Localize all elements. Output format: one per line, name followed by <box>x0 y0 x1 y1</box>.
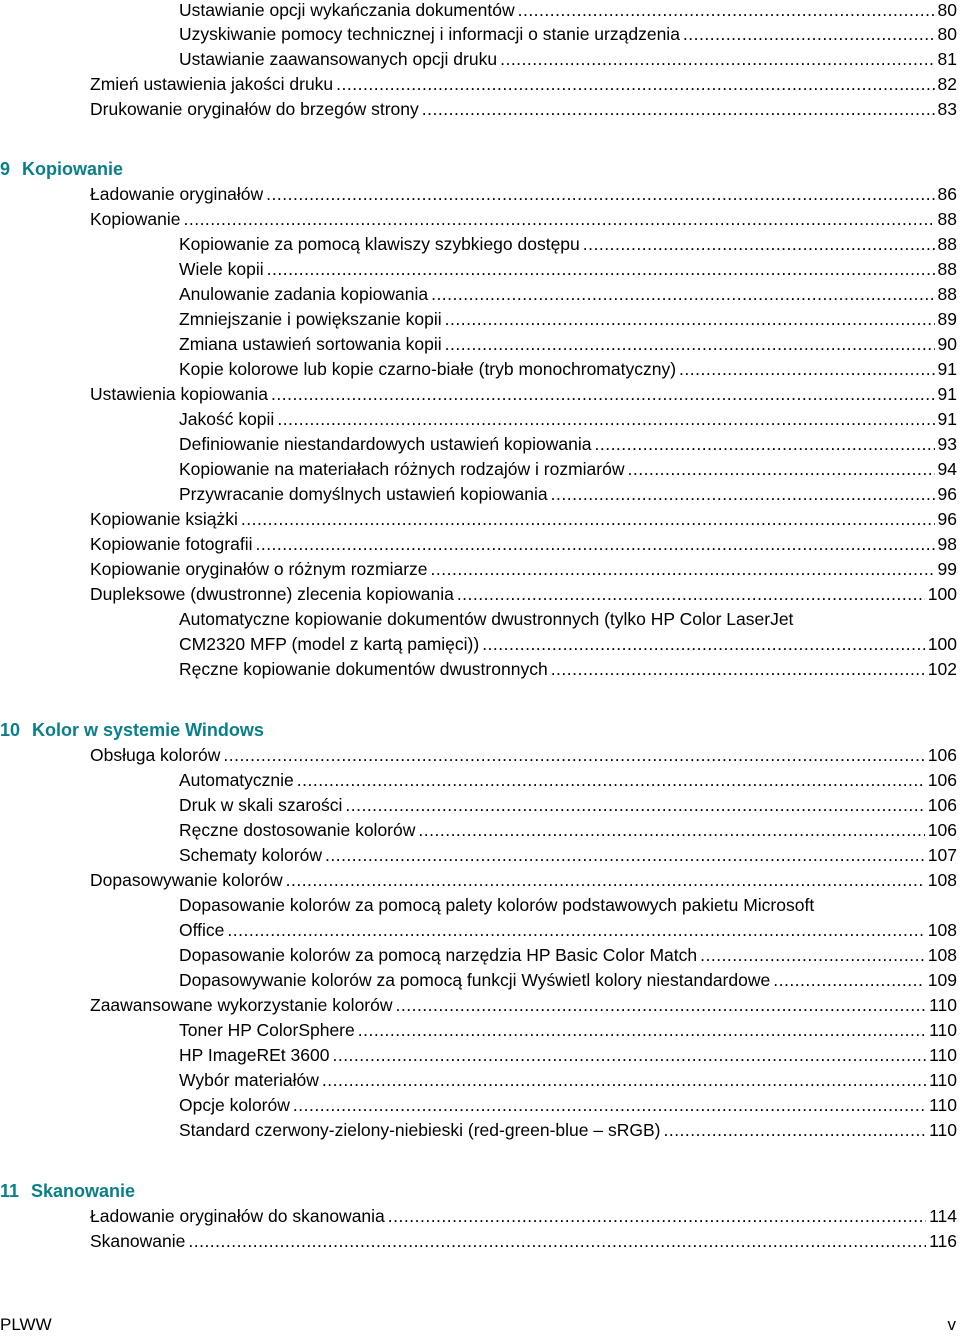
toc-leader-dots <box>700 943 925 968</box>
toc-entry[interactable] <box>90 582 957 607</box>
toc-leader-dots <box>345 793 924 818</box>
footer-page-number: v <box>947 1315 956 1334</box>
toc-leader-dots <box>773 968 925 993</box>
toc-entry-title: Uzyskiwanie pomocy technicznej i informacji o stanie urządzenia <box>179 24 680 44</box>
toc-entry-page: 106 <box>927 745 957 765</box>
toc-leader-dots <box>388 1204 926 1229</box>
toc-entry-title: Anulowanie zadania kopiowania <box>179 284 429 304</box>
toc-entry[interactable] <box>179 1093 957 1118</box>
toc-entry-title: Kopiowanie na materiałach różnych rodzajów i rozmiarów <box>179 459 625 479</box>
toc-leader-dots <box>418 818 924 843</box>
toc-entry-title: Drukowanie oryginałów do brzegów strony <box>90 99 419 119</box>
toc-entry-title: Automatycznie <box>179 770 294 790</box>
toc-entry[interactable] <box>179 1043 957 1068</box>
toc-entry-title: Obsługa kolorów <box>90 745 221 765</box>
toc-entry-title: Ładowanie oryginałów do skanowania <box>90 1206 385 1226</box>
toc-entry-page: 88 <box>937 209 957 229</box>
toc-entry-page: 109 <box>927 970 957 990</box>
toc-entry-title: Dopasowywanie kolorów za pomocą funkcji Wyświetl kolory niestandardowe <box>179 970 771 990</box>
toc-entry[interactable] <box>90 993 957 1018</box>
toc-entry-page: 86 <box>937 184 957 204</box>
toc-entry[interactable] <box>179 432 957 457</box>
toc-leader-dots <box>500 47 934 72</box>
toc-leader-dots <box>358 1018 926 1043</box>
toc-entry-page: 106 <box>927 820 957 840</box>
toc-entry[interactable] <box>179 818 957 843</box>
toc-entry[interactable] <box>179 457 957 482</box>
toc-entry[interactable] <box>90 207 957 232</box>
chapter-title: Skanowanie <box>31 1181 136 1201</box>
toc-leader-dots <box>431 557 935 582</box>
toc-leader-dots <box>266 182 934 207</box>
toc-entry-page: 116 <box>929 1231 957 1251</box>
toc-entry-page: 91 <box>937 359 957 379</box>
toc-leader-dots <box>518 0 935 23</box>
toc-entry-page: 93 <box>937 434 957 454</box>
toc-entry-page: 100 <box>927 584 957 604</box>
toc-entry[interactable] <box>179 793 957 818</box>
footer-label: PLWW <box>0 1315 52 1334</box>
toc-leader-dots <box>627 457 934 482</box>
toc-leader-dots <box>551 482 935 507</box>
toc-entry-title: Ręczne kopiowanie dokumentów dwustronnych <box>179 659 548 679</box>
toc-entry-page: 80 <box>937 24 957 44</box>
toc-entry-page: 88 <box>937 234 957 254</box>
toc-entry-title: Zmień ustawienia jakości druku <box>90 74 334 94</box>
toc-entry[interactable] <box>179 332 957 357</box>
toc-leader-dots <box>277 407 934 432</box>
toc-entry-page: 96 <box>937 509 957 529</box>
toc-entry[interactable] <box>179 1018 957 1043</box>
toc-entry-page: 107 <box>927 845 957 865</box>
toc-entry-page: 110 <box>929 995 957 1015</box>
toc-entry[interactable] <box>179 47 957 72</box>
toc-leader-dots <box>336 72 934 97</box>
toc-entry-title: Wiele kopii <box>179 259 264 279</box>
chapter-number: 9 <box>0 159 11 179</box>
toc-leader-dots <box>482 632 925 657</box>
toc-entry[interactable] <box>90 182 957 207</box>
chapter-title: Kopiowanie <box>22 159 124 179</box>
toc-entry[interactable] <box>90 868 957 893</box>
toc-entry-page: 90 <box>937 334 957 354</box>
chapter-heading[interactable] <box>0 157 123 182</box>
toc-entry-title: Ustawianie opcji wykańczania dokumentów <box>179 0 515 20</box>
toc-entry-page: 110 <box>929 1020 957 1040</box>
toc-entry[interactable] <box>90 743 957 768</box>
chapter-number: 10 <box>0 720 21 740</box>
toc-leader-dots <box>445 332 935 357</box>
toc-entry-page: 108 <box>927 945 957 965</box>
toc-entry-title: Kopiowanie oryginałów o różnym rozmiarze <box>90 559 428 579</box>
toc-leader-dots <box>183 207 934 232</box>
toc-entry-page: 98 <box>937 534 957 554</box>
toc-leader-dots <box>286 868 925 893</box>
toc-leader-dots <box>241 507 935 532</box>
toc-entry-page: 110 <box>929 1120 957 1140</box>
toc-entry-title: Kopie kolorowe lub kopie czarno-białe (tryb monochromatyczny) <box>179 359 677 379</box>
toc-leader-dots <box>325 843 925 868</box>
toc-entry-page: 94 <box>937 459 957 479</box>
toc-entry-title: Druk w skali szarości <box>179 795 343 815</box>
toc-leader-dots <box>255 532 934 557</box>
toc-entry-title: Jakość kopii <box>179 409 275 429</box>
toc-entry[interactable] <box>179 232 957 257</box>
toc-entry-title: Kopiowanie książki <box>90 509 238 529</box>
toc-entry-title: Wybór materiałów <box>179 1070 319 1090</box>
toc-entry-page: 91 <box>937 409 957 429</box>
toc-leader-dots <box>188 1229 926 1254</box>
toc-leader-dots <box>223 743 924 768</box>
toc-entry-page: 114 <box>929 1206 957 1226</box>
toc-entry-title: Kopiowanie za pomocą klawiszy szybkiego dostępu <box>179 234 580 254</box>
toc-entry-page: 110 <box>929 1045 957 1065</box>
toc-entry-title: Ustawienia kopiowania <box>90 384 269 404</box>
toc-entry-page: 88 <box>937 284 957 304</box>
toc-entry-title: Schematy kolorów <box>179 845 322 865</box>
toc-entry-page: 108 <box>927 920 957 940</box>
toc-entry[interactable] <box>179 307 957 332</box>
toc-entry-title: Toner HP ColorSphere <box>179 1020 355 1040</box>
toc-entry-title: Standard czerwony-zielony-niebieski (red-green-blue – sRGB) <box>179 1120 661 1140</box>
toc-entry-title: Kopiowanie <box>90 209 181 229</box>
toc-leader-dots <box>297 768 925 793</box>
toc-entry-title: Zmiana ustawień sortowania kopii <box>179 334 442 354</box>
toc-entry[interactable] <box>179 918 957 943</box>
toc-entry[interactable] <box>179 843 957 868</box>
toc-entry-title: Przywracanie domyślnych ustawień kopiowania <box>179 484 548 504</box>
toc-leader-dots <box>679 357 934 382</box>
toc-entry-page: 89 <box>937 309 957 329</box>
toc-leader-dots <box>683 22 935 47</box>
toc-entry-title: Definiowanie niestandardowych ustawień kopiowania <box>179 434 592 454</box>
toc-entry-title: CM2320 MFP (model z kartą pamięci)) <box>179 634 480 654</box>
toc-entry-page: 108 <box>927 870 957 890</box>
toc-entry[interactable] <box>179 0 957 23</box>
toc-entry-page: 96 <box>937 484 957 504</box>
toc-entry-title: Dopasowywanie kolorów <box>90 870 283 890</box>
toc-entry-page: 102 <box>927 659 957 679</box>
toc-leader-dots <box>422 97 935 122</box>
toc-leader-dots <box>663 1118 926 1143</box>
toc-leader-dots <box>445 307 935 332</box>
toc-entry-title: Ustawianie zaawansowanych opcji druku <box>179 49 498 69</box>
toc-entry-page: 99 <box>937 559 957 579</box>
toc-entry-wrapped-line[interactable]: Automatyczne kopiowanie dokumentów dwustronnych (tylko HP Color LaserJet <box>179 609 794 629</box>
toc-entry-title: Zmniejszanie i powiększanie kopii <box>179 309 442 329</box>
toc-entry-page: 91 <box>937 384 957 404</box>
toc-entry[interactable] <box>179 768 957 793</box>
toc-entry-title: Opcje kolorów <box>179 1095 290 1115</box>
chapter-heading[interactable] <box>0 1179 135 1204</box>
toc-leader-dots <box>271 382 935 407</box>
toc-entry-title: Ręczne dostosowanie kolorów <box>179 820 416 840</box>
chapter-number: 11 <box>0 1181 20 1201</box>
toc-entry-page: 81 <box>937 49 957 69</box>
toc-entry[interactable] <box>90 382 957 407</box>
toc-entry-page: 100 <box>927 634 957 654</box>
toc-leader-dots <box>551 657 925 682</box>
toc-entry-title: Dupleksowe (dwustronne) zlecenia kopiowania <box>90 584 454 604</box>
toc-leader-dots <box>457 582 925 607</box>
toc-entry-title: Ładowanie oryginałów <box>90 184 264 204</box>
toc-entry[interactable] <box>179 968 957 993</box>
toc-leader-dots <box>583 232 935 257</box>
toc-entry[interactable] <box>90 1204 957 1229</box>
toc-entry[interactable] <box>179 943 957 968</box>
toc-leader-dots <box>332 1043 926 1068</box>
toc-leader-dots <box>322 1068 926 1093</box>
toc-leader-dots <box>431 282 934 307</box>
toc-leader-dots <box>594 432 934 457</box>
toc-entry-page: 110 <box>929 1095 957 1115</box>
toc-entry[interactable] <box>90 97 957 122</box>
toc-entry[interactable] <box>90 532 957 557</box>
toc-entry[interactable] <box>90 72 957 97</box>
toc-entry-page: 80 <box>937 0 957 20</box>
toc-entry[interactable] <box>90 1229 957 1254</box>
toc-entry[interactable] <box>179 657 957 682</box>
toc-leader-dots <box>293 1093 926 1118</box>
toc-entry-wrapped-line[interactable]: Dopasowanie kolorów za pomocą palety kolorów podstawowych pakietu Microsoft <box>179 895 815 915</box>
toc-entry-page: 106 <box>927 770 957 790</box>
toc-entry[interactable] <box>179 407 957 432</box>
toc-entry-title: HP ImageREt 3600 <box>179 1045 330 1065</box>
toc-entry[interactable] <box>179 357 957 382</box>
toc-entry[interactable] <box>90 557 957 582</box>
toc-entry[interactable] <box>179 482 957 507</box>
toc-entry[interactable] <box>179 1118 957 1143</box>
chapter-title: Kolor w systemie Windows <box>32 720 264 740</box>
toc-entry[interactable] <box>179 22 957 47</box>
toc-entry[interactable] <box>179 257 957 282</box>
toc-entry-page: 106 <box>927 795 957 815</box>
toc-entry-title: Dopasowanie kolorów za pomocą narzędzia HP Basic Color Match <box>179 945 698 965</box>
toc-entry[interactable] <box>179 1068 957 1093</box>
toc-entry-title: Kopiowanie fotografii <box>90 534 253 554</box>
toc-leader-dots <box>227 918 924 943</box>
toc-entry-page: 110 <box>929 1070 957 1090</box>
toc-entry[interactable] <box>179 632 957 657</box>
toc-entry-title: Zaawansowane wykorzystanie kolorów <box>90 995 393 1015</box>
toc-leader-dots <box>267 257 935 282</box>
toc-entry-page: 82 <box>937 74 957 94</box>
toc-entry-page: 83 <box>937 99 957 119</box>
chapter-heading[interactable] <box>0 718 264 743</box>
toc-entry-page: 88 <box>937 259 957 279</box>
toc-entry[interactable] <box>179 282 957 307</box>
toc-entry-title: Office <box>179 920 225 940</box>
toc-entry[interactable] <box>90 507 957 532</box>
toc-leader-dots <box>396 993 927 1018</box>
toc-entry-title: Skanowanie <box>90 1231 186 1251</box>
